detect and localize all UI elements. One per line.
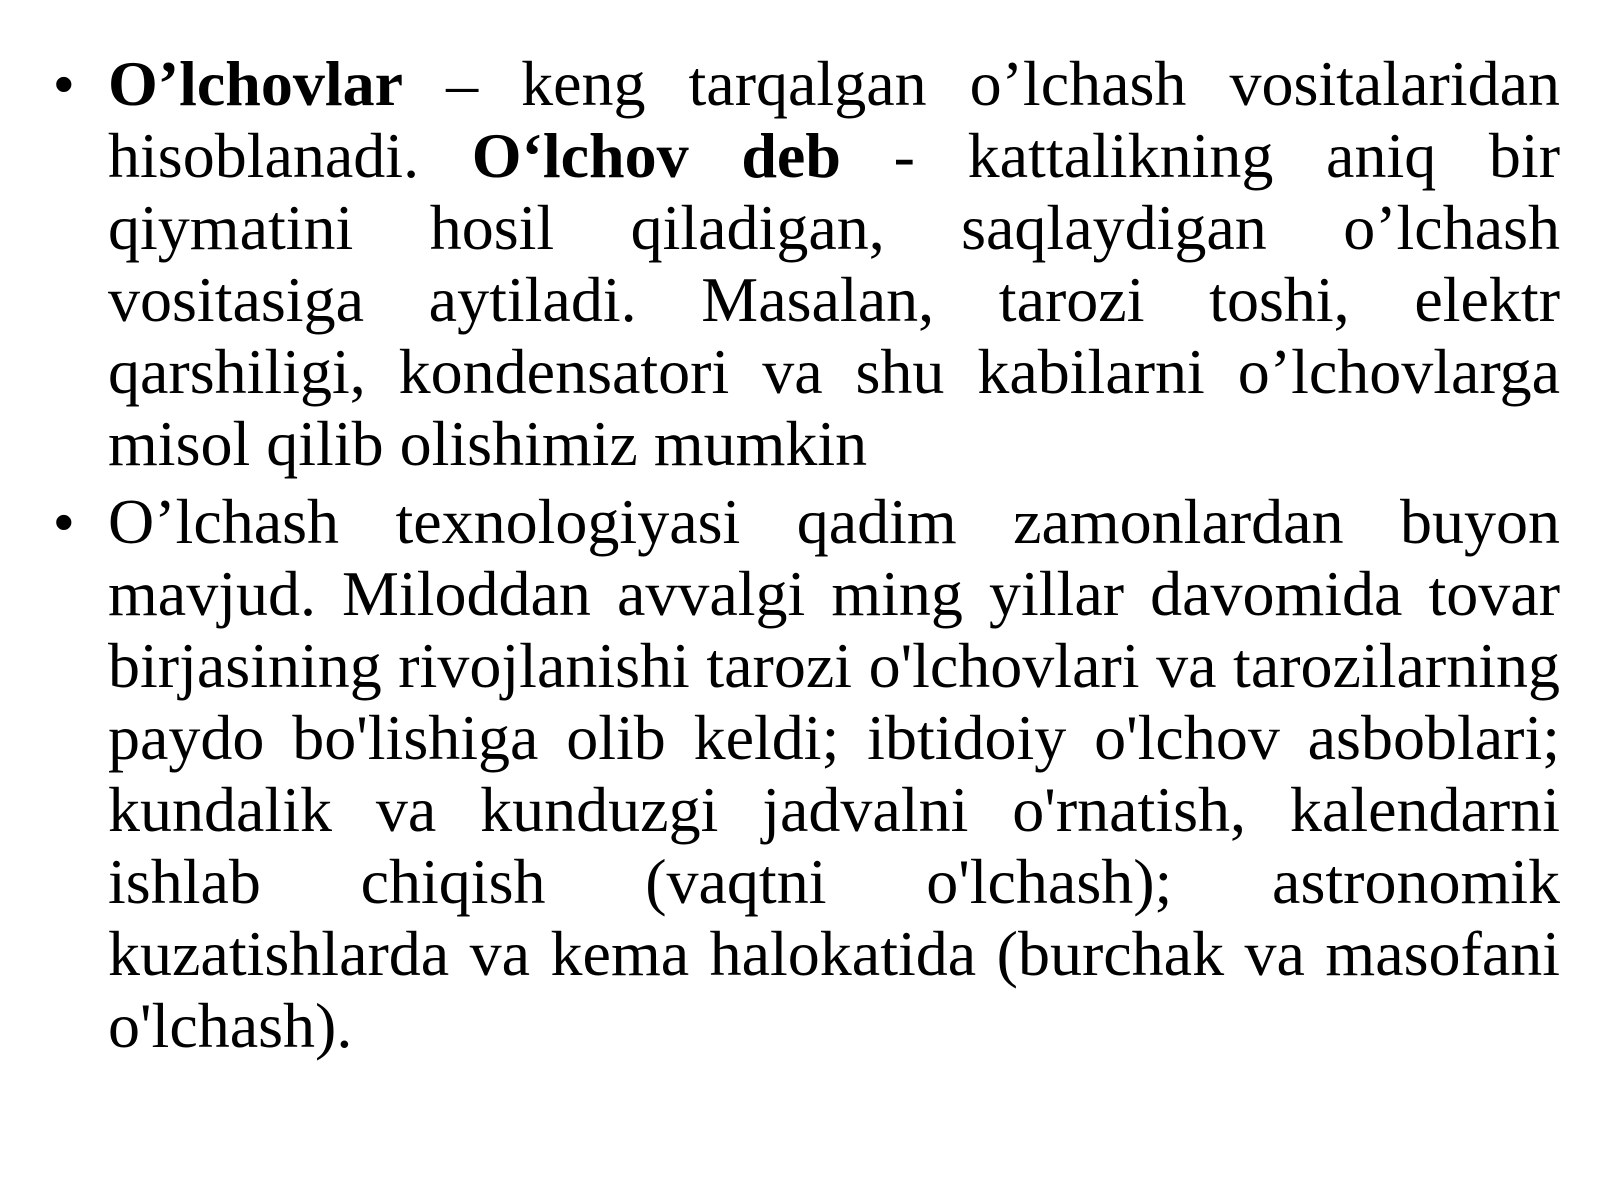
term-olchovlar: O’lchovlar [108, 48, 404, 119]
bullet-marker: • [54, 490, 74, 553]
term-olchov-deb: O‘lchov deb [471, 120, 841, 191]
definition-text-1: – keng tarqalgan o’lchash vositalaridan hisoblanadi. [108, 48, 1560, 191]
bullet-marker: • [54, 52, 74, 115]
definition-text-2: - kattalikning aniq bir qiymatini hosil qiladigan, saqlaydigan o’lchash vositasiga aytiladi. Masalan, tarozi toshi, elektr qarshiligi, kondensatori va shu kabilarni o’lchovlarga misol qilib olishimiz mumkin [108, 120, 1561, 479]
bullet-item-definition [54, 48, 1561, 480]
history-text: O’lchash texnologiyasi qadim zamonlardan buyon mavjud. Miloddan avvalgi ming yillar davomida tovar birjasining rivojlanishi tarozi o'lchovlari va tarozilarning paydo bo'lishiga olib keldi; ibtidoiy o'lchov asboblari; kundalik va kunduzgi jadvalni o'rnatish, kalendarni ishlab chiqish (vaqtni o'lchash); astronomik kuzatishlarda va kema halokatida (burchak va masofani o'lchash). [108, 486, 1560, 1061]
bullet-item-history [54, 486, 1560, 1062]
bullet-list [54, 48, 1561, 1068]
